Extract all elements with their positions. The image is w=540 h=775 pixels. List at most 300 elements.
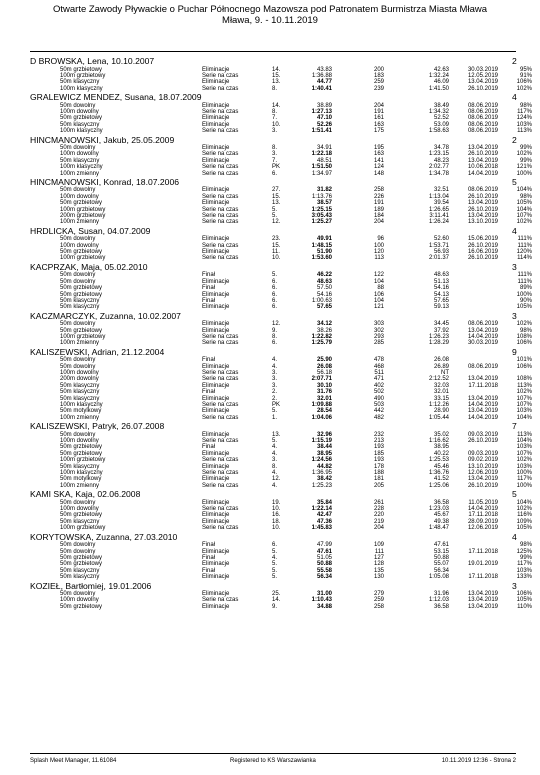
points: 193	[373, 444, 384, 451]
round: Eliminacje	[202, 236, 230, 243]
percent: 105%	[516, 304, 532, 311]
points: 189	[373, 206, 384, 213]
place: 8.	[272, 145, 278, 152]
best-time: 56.93	[433, 249, 449, 256]
event-name: 50m dowolny	[60, 187, 96, 194]
time: 47.36	[316, 518, 332, 525]
percent: 107%	[516, 450, 532, 457]
place: 9.	[272, 327, 278, 334]
points: 161	[373, 115, 384, 122]
event-name: 50m grzbietowy	[60, 327, 103, 334]
points: 106	[373, 291, 384, 298]
start-count: 4	[512, 92, 517, 103]
percent: 105%	[516, 200, 532, 207]
best-time: 54.13	[433, 291, 449, 298]
event-name: 50m dowolny	[60, 278, 96, 285]
event-name: 100m grzbietowy	[60, 255, 106, 262]
points: 293	[373, 334, 384, 340]
footer-timestamp-page: 10.11.2019 12:36 - Strona 2	[441, 758, 516, 764]
round: Finał	[202, 542, 216, 549]
percent: 111%	[517, 242, 532, 249]
best-date: 08.06.2019	[467, 363, 498, 370]
best-time: 1:58.63	[428, 128, 449, 135]
round: Serie na czas	[202, 457, 239, 464]
time: 34.12	[316, 321, 332, 328]
percent: 100%	[516, 482, 532, 489]
event-name: 50m dowolny	[60, 431, 96, 438]
event-name: 100m dowolny	[60, 193, 99, 200]
place: 3.	[272, 128, 278, 135]
best-date: 10.06.2018	[467, 164, 498, 171]
percent: 102%	[516, 457, 532, 464]
event-name: 50m klasyczny	[60, 463, 100, 470]
swimmer-name: KALISZEWSKI, Adrian, 21.12.2004	[30, 346, 165, 357]
event-name: 50m klasyczny	[60, 518, 100, 525]
swimmer-header	[30, 311, 520, 322]
points: 113	[374, 255, 384, 262]
time: 52.26	[316, 121, 332, 128]
round: Serie na czas	[202, 525, 239, 532]
round: Serie na czas	[202, 164, 239, 171]
event-name: 100m klasyczny	[60, 470, 103, 477]
points: 402	[373, 382, 384, 389]
time: 1:09.88	[311, 402, 332, 409]
time: 1:40.41	[311, 85, 332, 92]
place: 4.	[272, 470, 278, 477]
time: 54.16	[316, 291, 332, 298]
place: 13.	[272, 431, 281, 438]
event-name: 50m dowolny	[60, 499, 96, 506]
event-name: 50m grzbietowy	[60, 200, 103, 207]
best-time: 48.23	[433, 157, 449, 164]
best-date: 09.02.2019	[467, 457, 498, 464]
best-time: 50.88	[433, 554, 449, 561]
points: 184	[373, 213, 384, 220]
swimmer-header	[30, 226, 520, 237]
time: 1:25.23	[311, 482, 332, 489]
time: 31.82	[316, 187, 332, 194]
best-date: 08.06.2019	[467, 108, 498, 115]
best-date: 13.04.2019	[467, 597, 498, 604]
points: 204	[373, 525, 384, 532]
best-time: 1:05.44	[428, 414, 449, 421]
best-time: 1:53.71	[428, 242, 449, 249]
event-name: 200m dowolny	[60, 376, 99, 383]
round: Eliminacje	[202, 66, 230, 73]
round: Serie na czas	[202, 597, 239, 604]
best-time: 57.65	[433, 297, 449, 304]
results-list	[30, 56, 532, 610]
points: 193	[373, 457, 384, 464]
best-date: 14.04.2019	[467, 334, 498, 340]
place: 5.	[272, 438, 278, 445]
round: Serie na czas	[202, 242, 239, 249]
points: 279	[373, 591, 384, 597]
percent: 103%	[516, 444, 532, 451]
place: 27.	[272, 187, 281, 194]
round: Serie na czas	[202, 255, 239, 262]
event-name: 50m motylkowy	[60, 476, 102, 483]
event-name: 50m dowolny	[60, 236, 96, 243]
round: Finał	[202, 297, 216, 304]
place: 2.	[272, 389, 278, 396]
percent: 108%	[516, 376, 532, 383]
start-count: 7	[512, 421, 517, 432]
event-name: 50m motylkowy	[60, 408, 102, 415]
best-date: 28.09.2019	[467, 518, 498, 525]
time: 1:27.13	[311, 108, 332, 115]
round: Eliminacje	[202, 382, 230, 389]
round: Eliminacje	[202, 574, 230, 581]
percent: 100%	[516, 470, 532, 477]
best-time: 1:25.06	[428, 482, 449, 489]
time: 31.76	[316, 389, 332, 396]
swimmer-header	[30, 489, 520, 500]
place: 13.	[272, 79, 281, 86]
percent: 102%	[516, 85, 532, 92]
best-time: 41.52	[433, 476, 449, 483]
round: Eliminacje	[202, 518, 230, 525]
best-time: 52.60	[433, 236, 449, 243]
points: 478	[373, 357, 384, 364]
points: 482	[373, 414, 384, 421]
round: Eliminacje	[202, 408, 230, 415]
percent: 111%	[517, 236, 532, 243]
percent: 113%	[517, 128, 532, 135]
best-time: 56.34	[433, 567, 449, 574]
swimmer-name: D BROWSKA, Lena, 10.10.2007	[30, 56, 155, 66]
time: 1:15.19	[311, 438, 332, 445]
start-count: 3	[512, 310, 517, 321]
place: 10.	[272, 506, 281, 513]
percent: 107%	[516, 402, 532, 409]
place: 8.	[272, 463, 278, 470]
event-name: 100m dowolny	[60, 370, 99, 377]
footer-software: Splash Meet Manager, 11.61084	[30, 758, 117, 764]
start-count: 5	[512, 489, 517, 500]
best-time: 53.09	[433, 121, 449, 128]
place: 14.	[272, 102, 281, 109]
best-date: 12.06.2019	[467, 525, 498, 532]
event-name: 100m dowolny	[60, 151, 99, 158]
best-time: 38.95	[433, 444, 449, 451]
swimmer-name: KAMI SKA, Kaja, 02.06.2008	[30, 489, 141, 500]
place: 14.	[272, 597, 281, 604]
place: 5.	[272, 561, 278, 568]
event-name: 50m dowolny	[60, 363, 96, 370]
event-name: 100m dowolny	[60, 438, 99, 445]
place: 12.	[272, 321, 281, 328]
points: 503	[373, 402, 384, 409]
swimmer-name: KOZIEŁ, Bartłomiej, 19.01.2006	[30, 580, 152, 591]
best-date: 13.04.2019	[467, 395, 498, 402]
round: Serie na czas	[202, 340, 239, 347]
swimmer-header	[30, 262, 520, 273]
percent: 101%	[516, 357, 532, 364]
place: 5.	[272, 548, 278, 555]
best-time: 1:23.03	[428, 506, 449, 513]
percent: 107%	[516, 395, 532, 402]
points: 100	[373, 242, 384, 249]
percent: 98%	[519, 327, 532, 334]
points: 204	[373, 102, 384, 109]
round: Eliminacje	[202, 278, 230, 285]
event-name: 100m grzbietowy	[60, 206, 106, 213]
place: 7.	[272, 115, 278, 122]
best-date: 09.03.2019	[467, 431, 498, 438]
round: Serie na czas	[202, 85, 239, 92]
place: 15.	[272, 193, 281, 200]
percent: 102%	[516, 219, 532, 226]
best-date: 26.10.2019	[467, 85, 498, 92]
best-date: 16.06.2019	[467, 249, 498, 256]
page-header	[0, 0, 540, 26]
swimmer-header	[30, 581, 520, 592]
best-time: 39.54	[433, 200, 449, 207]
percent: 102%	[516, 389, 532, 396]
best-date: 14.04.2019	[467, 170, 498, 177]
place: 4.	[272, 482, 278, 489]
best-time: NT	[441, 370, 449, 377]
time: 25.90	[316, 357, 332, 364]
time: 30.10	[316, 382, 332, 389]
place: 6.	[272, 297, 278, 304]
best-time: 3:11.41	[429, 213, 449, 220]
points: 226	[373, 193, 384, 200]
swimmer-name: GRALEWICZ MENDEZ, Susana, 18.07.2009	[30, 92, 202, 103]
percent: 102%	[516, 506, 532, 513]
round: Eliminacje	[202, 187, 230, 194]
time: 1:25.79	[311, 340, 332, 347]
percent: 102%	[516, 321, 532, 328]
swimmer-name: KORYTOWSKA, Zuzanna, 27.03.2010	[30, 531, 178, 542]
points: 239	[373, 85, 384, 92]
points: 219	[373, 518, 384, 525]
event-name: 100m klasyczny	[60, 164, 103, 171]
points: 122	[373, 272, 384, 279]
points: 502	[373, 389, 384, 396]
time: 55.58	[316, 567, 332, 574]
best-time: 2:12.52	[428, 376, 449, 383]
place: 5.	[272, 213, 278, 220]
best-date: 13.04.2019	[467, 327, 498, 334]
percent: 90%	[519, 297, 532, 304]
place: 6.	[272, 291, 278, 298]
swimmer-name: HINCMANOWSKI, Jakub, 25.05.2009	[30, 134, 175, 145]
place: 9.	[272, 603, 278, 610]
points: 200	[373, 66, 384, 73]
place: 6.	[272, 278, 278, 285]
round: Eliminacje	[202, 561, 230, 568]
percent: 99%	[519, 157, 532, 164]
event-name: 100m zmienny	[60, 219, 100, 226]
time: 49.91	[316, 236, 332, 243]
best-time: 36.58	[433, 603, 449, 610]
best-time: 33.15	[433, 395, 449, 402]
round: Eliminacje	[202, 603, 230, 610]
best-time: 26.08	[433, 357, 449, 364]
points: 259	[373, 79, 384, 86]
event-name: 100m klasyczny	[60, 402, 103, 409]
percent: 107%	[516, 213, 532, 220]
percent: 111%	[517, 272, 532, 279]
swimmer-name: HINCMANOWSKI, Konrad, 18.07.2006	[30, 176, 180, 187]
time: 38.44	[316, 444, 332, 451]
points: 261	[373, 499, 384, 506]
points: 104	[373, 297, 384, 304]
points: 104	[373, 278, 384, 285]
best-time: 47.61	[433, 542, 449, 549]
best-time: 35.02	[433, 431, 449, 438]
best-time: 32.51	[433, 187, 449, 194]
round: Finał	[202, 444, 216, 451]
best-time: 26.89	[433, 363, 449, 370]
percent: 121%	[516, 164, 532, 171]
event-name: 100m klasyczny	[60, 128, 103, 135]
points: 259	[373, 597, 384, 604]
percent: 102%	[516, 151, 532, 158]
best-date: 13.04.2019	[467, 79, 498, 86]
time: 32.01	[316, 395, 332, 402]
place: 25.	[272, 591, 281, 597]
best-time: 34.45	[433, 321, 449, 328]
round: Eliminacje	[202, 304, 230, 311]
best-date: 13.04.2019	[467, 603, 498, 610]
event-name: 100m zmienny	[60, 482, 100, 489]
best-date: 13.04.2019	[467, 200, 498, 207]
event-name: 50m grzbietowy	[60, 115, 103, 122]
time: 42.47	[316, 512, 332, 519]
place: 6.	[272, 340, 278, 347]
event-name: 50m klasyczny	[60, 121, 100, 128]
best-time: 1:34.78	[428, 170, 449, 177]
percent: 98%	[519, 193, 532, 200]
place: 4.	[272, 450, 278, 457]
percent: 113%	[517, 431, 532, 438]
start-count: 2	[512, 56, 517, 66]
round: Serie na czas	[202, 402, 239, 409]
round: Eliminacje	[202, 463, 230, 470]
points: 175	[373, 128, 384, 135]
best-date: 17.11.2018	[468, 574, 498, 581]
best-time: 2:02.77	[428, 164, 449, 171]
best-date: 08.06.2019	[467, 321, 498, 328]
event-name: 50m grzbietowy	[60, 603, 103, 610]
place: 10.	[272, 255, 281, 262]
swimmer-header	[30, 347, 520, 358]
percent: 91%	[519, 72, 532, 79]
round: Eliminacje	[202, 327, 230, 334]
round: Eliminacje	[202, 591, 230, 597]
place: 6.	[272, 285, 278, 292]
percent: 100%	[516, 170, 532, 177]
percent: 99%	[519, 145, 532, 152]
event-name: 100m dowolny	[60, 597, 99, 604]
time: 1:36.88	[311, 72, 332, 79]
best-time: 45.46	[433, 463, 449, 470]
percent: 104%	[516, 499, 532, 506]
event-name: 100m zmienny	[60, 170, 100, 177]
round: Serie na czas	[202, 108, 239, 115]
points: 511	[374, 370, 384, 377]
time: 38.57	[316, 200, 332, 207]
best-date: 13.04.2019	[467, 408, 498, 415]
round: Serie na czas	[202, 370, 239, 377]
best-time: 36.58	[433, 499, 449, 506]
best-time: 59.13	[433, 304, 449, 311]
percent: 104%	[516, 206, 532, 213]
event-name: 100m grzbietowy	[60, 525, 106, 532]
place: 3.	[272, 457, 278, 464]
event-name: 50m klasyczny	[60, 382, 100, 389]
round: Eliminacje	[202, 79, 230, 86]
event-name: 100m dowolny	[60, 242, 99, 249]
best-date: 08.06.2019	[467, 128, 498, 135]
place: 2.	[272, 395, 278, 402]
time: 2:07.71	[311, 376, 332, 383]
place: 16.	[272, 512, 281, 519]
event-name: 200m grzbietowy	[60, 213, 106, 220]
best-time: 1:26.65	[428, 206, 449, 213]
time: 57.65	[316, 304, 332, 311]
time: 1:22.14	[311, 506, 332, 513]
time: 32.96	[316, 431, 332, 438]
time: 47.99	[316, 542, 332, 549]
points: 88	[377, 285, 384, 292]
percent: 98%	[519, 102, 532, 109]
best-date: 17.11.2018	[468, 512, 498, 519]
percent: 108%	[516, 334, 532, 340]
round: Finał	[202, 272, 216, 279]
time: 38.95	[316, 450, 332, 457]
best-date: 13.04.2019	[467, 476, 498, 483]
percent: 106%	[516, 591, 532, 597]
percent: 106%	[516, 79, 532, 86]
place: 3.	[272, 376, 278, 383]
time: 1:48.15	[311, 242, 332, 249]
percent: 105%	[516, 597, 532, 604]
time: 1:25.15	[311, 206, 332, 213]
percent: 104%	[516, 414, 532, 421]
percent: 95%	[519, 66, 532, 73]
best-time: 1:48.47	[428, 525, 449, 532]
best-time: 45.67	[433, 512, 449, 519]
best-time: 48.63	[433, 272, 449, 279]
percent: 114%	[517, 255, 532, 262]
place: 8.	[272, 334, 278, 340]
event-name: 50m klasyczny	[60, 157, 100, 164]
event-name: 100m grzbietowy	[60, 457, 106, 464]
round: Serie na czas	[202, 72, 239, 79]
place: 5.	[272, 206, 278, 213]
time: 1:51.41	[311, 128, 332, 135]
percent: 113%	[517, 382, 532, 389]
event-name: 50m klasyczny	[60, 395, 100, 402]
swimmer-header	[30, 92, 520, 103]
time: 44.82	[316, 463, 332, 470]
best-date: 13.04.2019	[467, 145, 498, 152]
swimmer-header	[30, 56, 520, 67]
time: 1:22.82	[311, 334, 332, 340]
points: 185	[373, 450, 384, 457]
time: 1:34.97	[311, 170, 332, 177]
swimmer-header	[30, 421, 520, 432]
best-time: 54.16	[433, 285, 449, 292]
round: Eliminacje	[202, 363, 230, 370]
percent: 98%	[519, 542, 532, 549]
points: 127	[373, 554, 384, 561]
best-time: 40.22	[433, 450, 449, 457]
